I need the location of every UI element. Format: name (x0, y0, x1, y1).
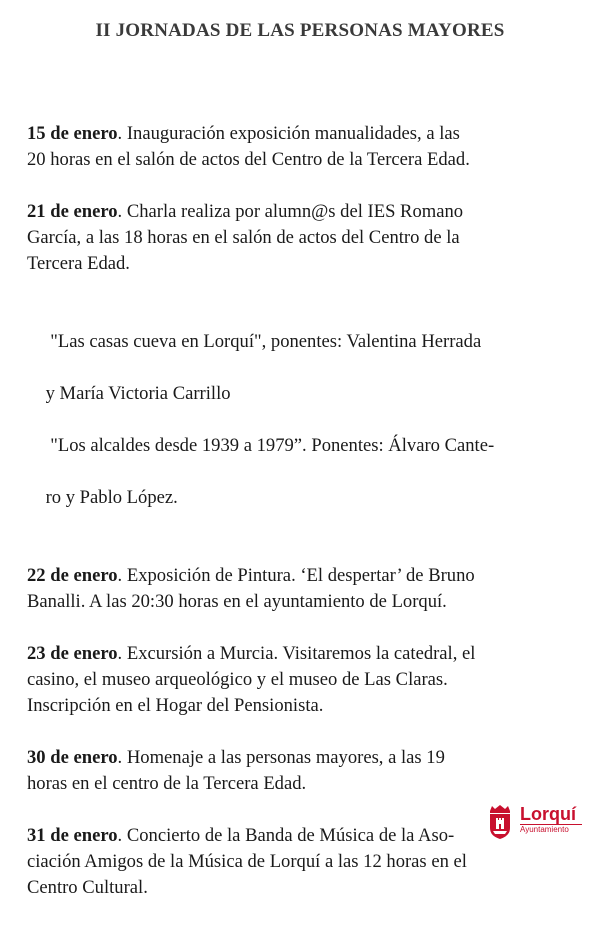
event-text: Centro Cultural. (27, 877, 148, 898)
logo-name: Lorquí (520, 804, 576, 824)
event-date: 31 de enero (27, 825, 118, 846)
event-22-enero (27, 563, 579, 615)
logo-subtitle: Ayuntamiento (520, 825, 569, 834)
event-text: . Charla realiza por alumn@s del IES Romano (117, 201, 464, 222)
event-charlas (27, 303, 579, 537)
event-date: 15 de enero (27, 123, 118, 144)
event-text: Tercera Edad. (27, 253, 130, 274)
event-text: ciación Amigos de la Música de Lorquí a las 12 horas en el (27, 851, 467, 872)
event-30-enero (27, 745, 579, 797)
event-date: 30 de enero (27, 747, 118, 768)
event-21-enero (27, 199, 579, 277)
event-date: 21 de enero (27, 201, 118, 222)
event-date: 22 de enero (27, 565, 118, 586)
event-text: . Concierto de la Banda de Música de la Aso- (117, 825, 455, 846)
event-23-enero (27, 641, 579, 719)
event-text: 20 horas en el salón de actos del Centro de la Tercera Edad. (27, 149, 470, 170)
event-text: . Inauguración exposición manualidades, a las (117, 123, 460, 144)
coat-of-arms-icon (487, 804, 513, 840)
event-15-enero (27, 121, 579, 173)
event-text: "Los alcaldes desde 1939 a 1979”. Ponentes: Álvaro Cante- (45, 435, 495, 456)
event-date: 23 de enero (27, 643, 118, 664)
event-text: "Las casas cueva en Lorquí", ponentes: Valentina Herrada (45, 331, 482, 352)
event-text: Banalli. A las 20:30 horas en el ayuntamiento de Lorquí. (27, 591, 447, 612)
ayuntamiento-logo (487, 804, 587, 840)
event-text: casino, el museo arqueológico y el museo de Las Claras. (27, 669, 448, 690)
event-text: ro y Pablo López. (45, 487, 178, 508)
event-text: Inscripción en el Hogar del Pensionista. (27, 695, 324, 716)
event-text: . Homenaje a las personas mayores, a las 19 (117, 747, 445, 768)
event-text: horas en el centro de la Tercera Edad. (27, 773, 307, 794)
page-title: II JORNADAS DE LAS PERSONAS MAYORES (95, 20, 505, 41)
event-text: García, a las 18 horas en el salón de actos del Centro de la (27, 227, 460, 248)
event-text: . Exposición de Pintura. ‘El despertar’ de Bruno (117, 565, 475, 586)
event-text: . Excursión a Murcia. Visitaremos la catedral, el (117, 643, 476, 664)
event-text: y María Victoria Carrillo (45, 383, 231, 404)
